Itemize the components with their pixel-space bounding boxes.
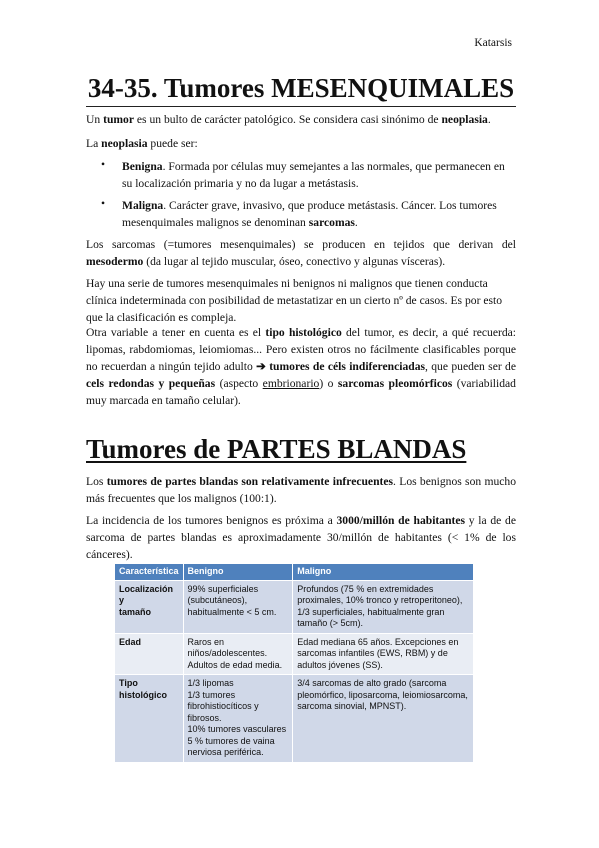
- section-title-mesenquimales: 34-35. Tumores MESENQUIMALES: [87, 73, 515, 103]
- cell-line: tamaño: [119, 606, 152, 617]
- cell-line: 3/4 sarcomas de alto grado (sarcoma: [297, 678, 447, 688]
- cell-line: 10% tumores vasculares: [187, 724, 287, 734]
- comparison-table: [114, 563, 474, 763]
- table-cell-maligno: [293, 633, 474, 675]
- term-infrecuentes: tumores de partes blandas son relativamente infrecuentes: [106, 475, 394, 488]
- cell-line: 1/3 superficiales, habitualmente gran: [297, 606, 445, 617]
- cell-line: Adultos de edad media.: [187, 659, 283, 670]
- term-tumor: tumor: [103, 113, 134, 126]
- text: . Carácter grave, invasivo, que produce metástasis. Cáncer. Los tumores mesenquimales malignos se denominan: [122, 199, 497, 229]
- paragraph-neoplasia-types: [86, 135, 516, 152]
- term-neoplasia: neoplasia: [101, 137, 148, 150]
- header-author: Katarsis: [474, 37, 512, 49]
- cell-line: 1/3 tumores: [187, 689, 236, 700]
- table-cell-maligno: [293, 675, 474, 763]
- table-header-row: [115, 564, 474, 581]
- cell-line: fibrohistiocíticos y: [187, 701, 259, 711]
- term-tipo-histologico: tipo histológico: [265, 326, 342, 339]
- table-row: [115, 633, 474, 675]
- term-cels-indiferenciadas: tumores de céls indiferenciadas: [265, 360, 426, 373]
- text: del tumor, es decir, a qué recuerda: lipomas, rabdomiomas, leiomiomas... Pero existen otros no fácilmente clasificables porque no recuerdan a ningún tejido adulto: [86, 326, 516, 373]
- cell-line: Tipo: [119, 678, 138, 688]
- term-cels-redondas: cels redondas y pequeñas: [86, 377, 216, 390]
- cell-line: adultos jóvenes (SS).: [297, 659, 383, 670]
- table-cell-key: [115, 580, 184, 633]
- paragraph-tumor-definition: [86, 111, 516, 128]
- cell-line: Raros en: [187, 636, 225, 647]
- term-incidencia-benignos: 3000/millón de habitantes: [336, 514, 466, 527]
- text: Los: [86, 475, 107, 488]
- column-header-maligno: Maligno: [293, 564, 474, 581]
- cell-line: fibrosos.: [187, 712, 222, 723]
- term-neoplasia: neoplasia: [441, 113, 488, 126]
- cell-line: (subcutáneos),: [187, 595, 248, 605]
- table-cell-maligno: [293, 580, 474, 633]
- text: (variabilidad muy marcada en tamaño celular).: [86, 377, 516, 407]
- cell-line: Edad mediana 65 años. Excepciones en: [297, 636, 459, 647]
- title-underline: [86, 106, 516, 107]
- text: Otra variable a tener en cuenta es el: [86, 326, 266, 339]
- term-sarcomas-pleomorficos: sarcomas pleomórficos: [337, 377, 453, 390]
- table-cell-key: [115, 633, 184, 675]
- cell-line: 5 % tumores de vaina: [187, 735, 275, 746]
- section-title-partes-blandas: Tumores de PARTES BLANDAS: [86, 434, 467, 464]
- table-cell-key: [115, 675, 184, 763]
- bullet-marker: •: [101, 197, 106, 210]
- bullet-marker: •: [101, 158, 106, 171]
- cell-line: histológico: [119, 689, 167, 700]
- cell-line: 1/3 lipomas: [187, 678, 234, 688]
- cell-line: tamaño (> 5cm).: [297, 618, 364, 628]
- cell-line: proximales, 10% tronco y retroperitoneo),: [297, 595, 463, 605]
- paragraph-partes-blandas-frecuencia: [86, 473, 516, 507]
- text: (aspecto: [215, 377, 263, 390]
- column-header-caracteristica: Característica: [115, 564, 184, 581]
- paragraph-tipo-histologico: [86, 324, 516, 409]
- cell-line: sarcomas infantiles (EWS, RBM) y de: [297, 648, 448, 658]
- text: y la de de sarcoma de partes blandas es aproximadamente 30/millón de habitantes (< 1% de los cánceres).: [86, 514, 516, 561]
- text: . Formada por células muy semejantes a las normales, que permanecen en su localización primaria y no da lugar a metástasis.: [122, 160, 505, 190]
- table-row: [115, 580, 474, 633]
- text: La: [86, 137, 102, 150]
- table-cell-benigno: [183, 675, 293, 763]
- cell-line: sarcoma sinovial, MPNST).: [297, 701, 407, 711]
- text: Los sarcomas (=tumores mesenquimales) se producen en tejidos que derivan del: [86, 238, 516, 251]
- cell-line: nerviosa periférica.: [187, 747, 264, 757]
- table-row: [115, 675, 474, 763]
- text: .: [487, 113, 491, 126]
- term-sarcomas: sarcomas: [308, 216, 355, 229]
- table-cell-benigno: [183, 633, 293, 675]
- text: ) o: [319, 377, 338, 390]
- cell-line: 99% superficiales: [187, 583, 259, 594]
- paragraph-incidencia: [86, 512, 516, 563]
- term-embrionario: embrionario: [262, 377, 320, 390]
- term-maligna: Maligna: [122, 199, 164, 212]
- bullet-maligna: [122, 197, 516, 231]
- text: es un bulto de carácter patológico. Se considera casi sinónimo de: [134, 113, 442, 126]
- paragraph-indeterminados: Hay una serie de tumores mesenquimales ni benignos ni malignos que tienen conducta clínica indeterminada con posibilidad de metastatizar en un cierto nº de casos. Es por esto que la clasificación es compleja.: [86, 277, 502, 324]
- arrow-icon: ➔: [256, 360, 266, 373]
- cell-line: Profundos (75 % en extremidades: [297, 583, 434, 594]
- table-cell-benigno: [183, 580, 293, 633]
- term-benigna: Benigna: [122, 160, 163, 173]
- text: .: [354, 216, 358, 229]
- bullet-benigna: [122, 158, 516, 192]
- cell-line: Edad: [119, 636, 142, 647]
- text: Un: [86, 113, 104, 126]
- text: . Los benignos son mucho más frecuentes que los malignos (100:1).: [86, 475, 517, 505]
- text: La incidencia de los tumores benignos es próxima a: [86, 514, 337, 527]
- column-header-benigno: Benigno: [183, 564, 293, 581]
- cell-line: habitualmente < 5 cm.: [187, 606, 277, 617]
- cell-line: niños/adolescentes.: [187, 648, 268, 658]
- term-mesodermo: mesodermo: [86, 255, 144, 268]
- cell-line: pleomórfico, liposarcoma, leiomiosarcoma,: [297, 689, 468, 700]
- text: , que pueden ser de: [425, 360, 516, 373]
- text: puede ser:: [147, 137, 198, 150]
- cell-line: Localización y: [119, 583, 174, 605]
- text: (da lugar al tejido muscular, óseo, conectivo y algunas vísceras).: [143, 255, 446, 268]
- paragraph-sarcomas-mesodermo: [86, 236, 516, 270]
